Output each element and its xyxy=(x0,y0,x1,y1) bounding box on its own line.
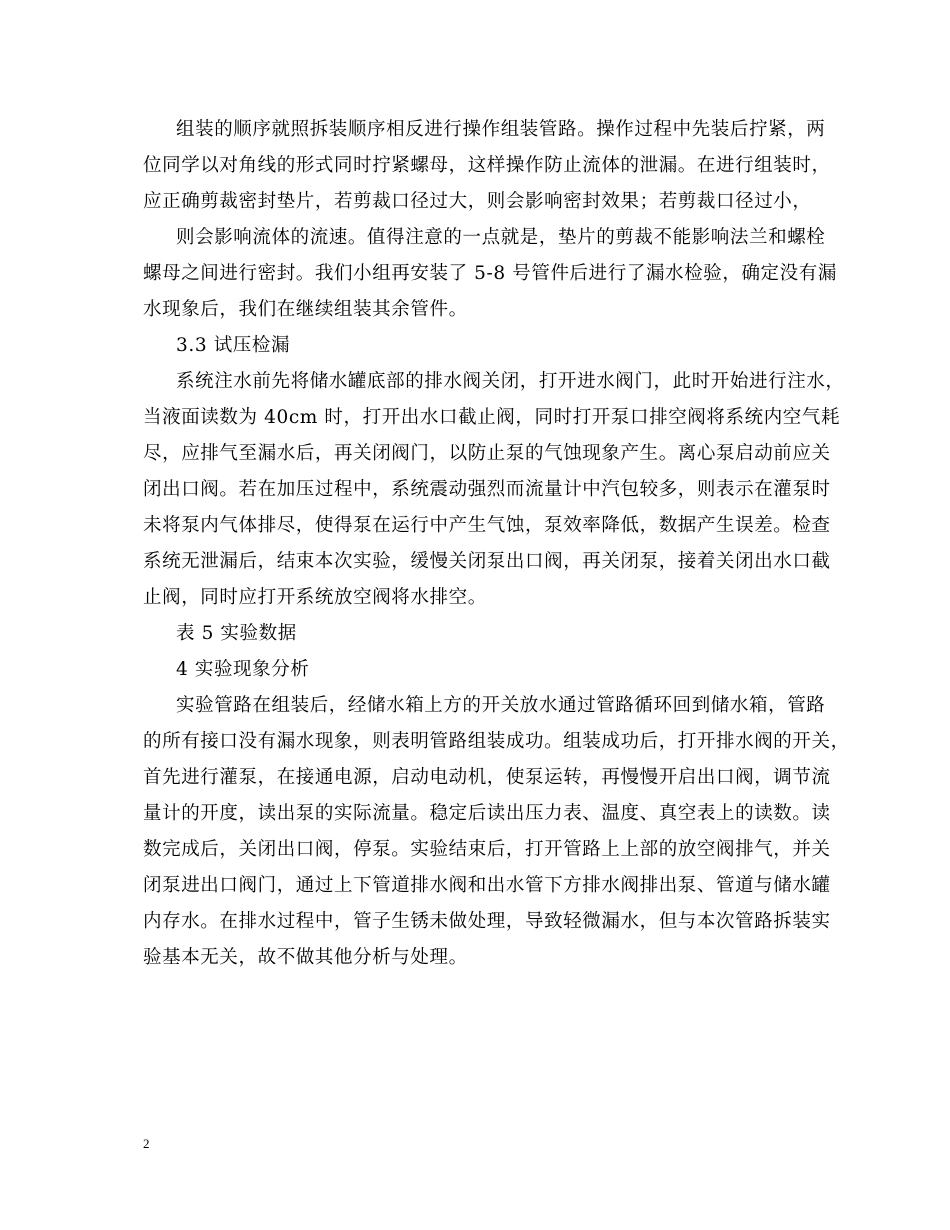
paragraph-line: 组装的顺序就照拆装顺序相反进行操作组装管路。操作过程中先装后拧紧，两 xyxy=(176,119,826,140)
section-heading: 4 实验现象分析 xyxy=(176,659,310,680)
paragraph-line: 当液面读数为 40cm 时，打开出水口截止阀，同时打开泵口排空阀将系统内空气耗 xyxy=(143,407,841,428)
page-number: 2 xyxy=(143,1136,150,1151)
paragraph-line: 未将泵内气体排尽，使得泵在运行中产生气蚀，泵效率降低，数据产生误差。检查 xyxy=(143,515,831,536)
paragraph-line: 系统注水前先将储水罐底部的排水阀关闭，打开进水阀门，此时开始进行注水， xyxy=(176,371,845,392)
paragraph-line: 则会影响流体的流速。值得注意的一点就是，垫片的剪裁不能影响法兰和螺栓 xyxy=(176,227,826,248)
paragraph-line: 闭泵进出口阀门，通过上下管道排水阀和出水管下方排水阀排出泵、管道与储水罐 xyxy=(143,875,831,896)
paragraph-line: 尽，应排气至漏水后，再关闭阀门，以防止泵的气蚀现象产生。离心泵启动前应关 xyxy=(143,443,831,464)
paragraph-line: 的所有接口没有漏水现象，则表明管路组装成功。组装成功后，打开排水阀的开关， xyxy=(143,731,850,752)
paragraph-line: 系统无泄漏后，结束本次实验，缓慢关闭泵出口阀，再关闭泵，接着关闭出水口截 xyxy=(143,551,831,572)
paragraph-line: 应正确剪裁密封垫片，若剪裁口径过大，则会影响密封效果；若剪裁口径过小， xyxy=(143,191,812,212)
paragraph-line: 内存水。在排水过程中，管子生锈未做处理，导致轻微漏水，但与本次管路拆装实 xyxy=(143,911,831,932)
paragraph-line: 实验管路在组装后，经储水箱上方的开关放水通过管路循环回到储水箱，管路 xyxy=(176,695,826,716)
paragraph-line: 水现象后，我们在继续组装其余管件。 xyxy=(143,299,468,320)
paragraph-line: 螺母之间进行密封。我们小组再安装了 5-8 号管件后进行了漏水检验，确定没有漏 xyxy=(143,263,837,284)
paragraph-line: 验基本无关，故不做其他分析与处理。 xyxy=(143,947,468,968)
paragraph-line: 量计的开度，读出泵的实际流量。稳定后读出压力表、温度、真空表上的读数。读 xyxy=(143,803,831,824)
section-heading: 3.3 试压检漏 xyxy=(176,335,291,356)
paragraph-line: 首先进行灌泵，在接通电源，启动电动机，使泵运转，再慢慢开启出口阀，调节流 xyxy=(143,767,831,788)
paragraph-line: 闭出口阀。若在加压过程中，系统震动强烈而流量计中汽包较多，则表示在灌泵时 xyxy=(143,479,831,500)
paragraph-line: 数完成后，关闭出口阀，停泵。实验结束后，打开管路上上部的放空阀排气，并关 xyxy=(143,839,831,860)
paragraph-line: 位同学以对角线的形式同时拧紧螺母，这样操作防止流体的泄漏。在进行组装时， xyxy=(143,155,831,176)
paragraph-line: 止阀，同时应打开系统放空阀将水排空。 xyxy=(143,587,487,608)
table-caption: 表 5 实验数据 xyxy=(176,623,297,644)
